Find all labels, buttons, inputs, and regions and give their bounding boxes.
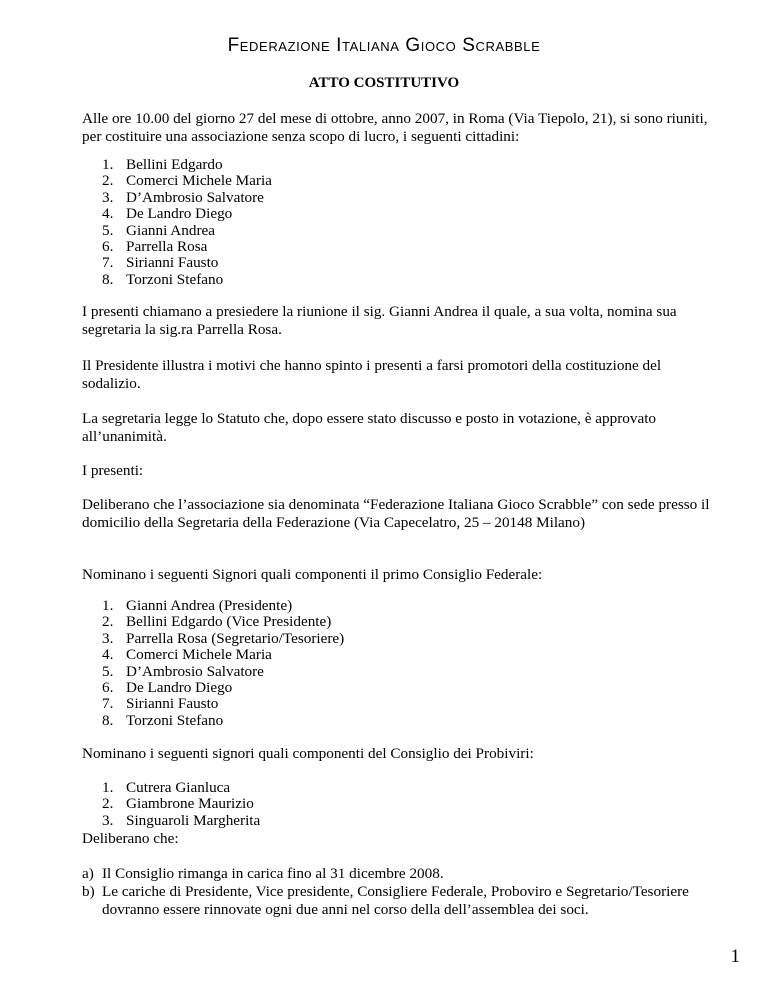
list-item: b) Le cariche di Presidente, Vice presidente, Consigliere Federale, Proboviro e Segretario/Tesoriere dovranno essere rinnovate ogni due anni nel corso della dell’assemblea dei soci. bbox=[82, 883, 689, 918]
list-item: 6. Parrella Rosa bbox=[102, 237, 208, 255]
probiviri-intro-paragraph: Nominano i seguenti signori quali componenti del Consiglio dei Probiviri: bbox=[82, 745, 534, 762]
list-item: 4. Comerci Michele Maria bbox=[102, 646, 272, 664]
statute-paragraph: La segretaria legge lo Statuto che, dopo essere stato discusso e posto in votazione, è approvato all’unanimità. bbox=[82, 410, 657, 445]
list-item: 1. Gianni Andrea (Presidente) bbox=[102, 597, 293, 614]
chair-paragraph: I presenti chiamano a presiedere la riunione il sig. Gianni Andrea il quale, a sua volta, nomina sua segretaria la sig.ra Parrella Rosa. bbox=[82, 303, 677, 338]
list-item: 1. Bellini Edgardo bbox=[102, 156, 223, 173]
resolutions-list bbox=[82, 865, 714, 919]
list-item: 6. De Landro Diego bbox=[102, 678, 233, 696]
document-title: ATTO COSTITUTIVO bbox=[308, 75, 460, 91]
list-item: 3. D’Ambrosio Salvatore bbox=[102, 188, 264, 206]
council-list bbox=[102, 598, 344, 729]
deliberano-paragraph: Deliberano che l’associazione sia denominata “Federazione Italiana Gioco Scrabble” con sede presso il domicilio della Segretaria della Federazione (Via Capecelatro, 25 – 20148 Milano) bbox=[82, 496, 710, 531]
list-item: 8. Torzoni Stefano bbox=[102, 711, 224, 729]
list-item: 2. Comerci Michele Maria bbox=[102, 172, 272, 190]
list-item: a) Il Consiglio rimanga in carica fino al 31 dicembre 2008. bbox=[82, 865, 444, 882]
council-intro-paragraph: Nominano i seguenti Signori quali componenti il primo Consiglio Federale: bbox=[82, 566, 543, 583]
list-item: 8. Torzoni Stefano bbox=[102, 270, 224, 288]
list-item: 2. Bellini Edgardo (Vice Presidente) bbox=[102, 613, 332, 631]
deliberano-che-paragraph: Deliberano che: bbox=[82, 830, 179, 847]
list-item: 4. De Landro Diego bbox=[102, 205, 233, 223]
founders-list bbox=[102, 157, 272, 288]
president-paragraph: Il Presidente illustra i motivi che hanno spinto i presenti a farsi promotori della costituzione del sodalizio. bbox=[82, 357, 662, 392]
probiviri-list bbox=[102, 780, 260, 829]
list-item: 7. Sirianni Fausto bbox=[102, 695, 219, 713]
page-header: Federazione Italiana Gioco Scrabble bbox=[227, 35, 541, 56]
list-item: 3. Parrella Rosa (Segretario/Tesoriere) bbox=[102, 629, 345, 647]
intro-paragraph: Alle ore 10.00 del giorno 27 del mese di ottobre, anno 2007, in Roma (Via Tiepolo, 21), si sono riuniti, per costituire una associazione senza scopo di lucro, i seguenti cittadini: bbox=[82, 110, 708, 145]
list-item: 5. Gianni Andrea bbox=[102, 221, 215, 239]
page-number: 1 bbox=[730, 946, 740, 967]
list-item: 3. Singuaroli Margherita bbox=[102, 811, 261, 829]
list-item: 2. Giambrone Maurizio bbox=[102, 795, 254, 813]
list-item: 5. D’Ambrosio Salvatore bbox=[102, 662, 264, 680]
list-item: 7. Sirianni Fausto bbox=[102, 254, 219, 272]
list-item: 1. Cutrera Gianluca bbox=[102, 779, 231, 796]
presenti-paragraph: I presenti: bbox=[82, 462, 144, 479]
